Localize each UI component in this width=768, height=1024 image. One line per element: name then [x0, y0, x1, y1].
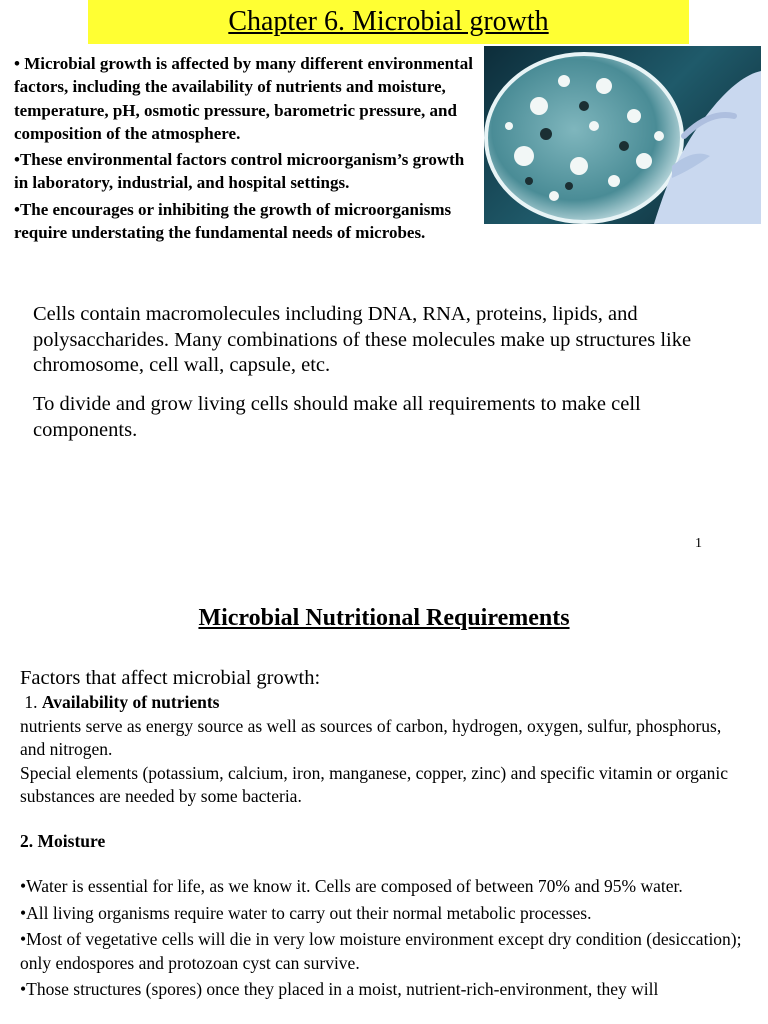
section-title: Microbial Nutritional Requirements: [198, 605, 570, 631]
intro-bullets: [14, 52, 476, 247]
moisture-bullet: •Most of vegetative cells will die in very low moisture environment except dry condition (desiccation); only endospores and protozoan cyst can survive.: [20, 929, 742, 973]
moisture-bullet: •Those structures (spores) once they placed in a moist, nutrient-rich-environment, they will: [20, 979, 659, 999]
moisture-bullet: •All living organisms require water to carry out their normal metabolic processes.: [20, 902, 592, 923]
moisture-bullet: •Water is essential for life, as we know it. Cells are composed of between 70% and 95% water.: [20, 876, 683, 896]
bullet-item: • Microbial growth is affected by many different environmental factors, including the availability of nutrients and moisture, temperature, pH, osmotic pressure, barometric pressure, and composition of the atmosphere.: [14, 54, 473, 143]
bullet-item: •The encourages or inhibiting the growth of microorganisms require understating the fundamental needs of microbes.: [14, 199, 452, 243]
divide-grow-paragraph: To divide and grow living cells should make all requirements to make cell components.: [33, 393, 641, 441]
item1-line: nutrients serve as energy source as well as sources of carbon, hydrogen, oxygen, sulfur, phosphorus, and nitrogen.: [20, 715, 722, 759]
macromolecules-paragraph: Cells contain macromolecules including DNA, RNA, proteins, lipids, and polysaccharides. Many combinations of these molecules make up structures like chromosome, cell wall, capsule, etc.: [33, 303, 692, 376]
chapter-title-banner: [88, 0, 689, 44]
petri-dish-illustration: [484, 46, 761, 224]
bullet-item: •These environmental factors control microorganism’s growth in laboratory, industrial, and hospital settings.: [14, 150, 465, 193]
nutritional-requirements-body: [20, 666, 750, 1002]
factors-intro: Factors that affect microbial growth:: [20, 667, 321, 689]
item2-heading: 2. Moisture: [20, 830, 106, 851]
chapter-title: Chapter 6. Microbial growth: [228, 6, 549, 37]
item1-line: Special elements (potassium, calcium, iron, manganese, copper, zinc) and specific vitamin or organic substances are needed by some bacteria.: [20, 762, 728, 806]
petri-dish-photo: [484, 46, 761, 224]
item1-heading: 1. Availability of nutrients: [24, 692, 220, 712]
page-number: 1: [695, 536, 702, 551]
